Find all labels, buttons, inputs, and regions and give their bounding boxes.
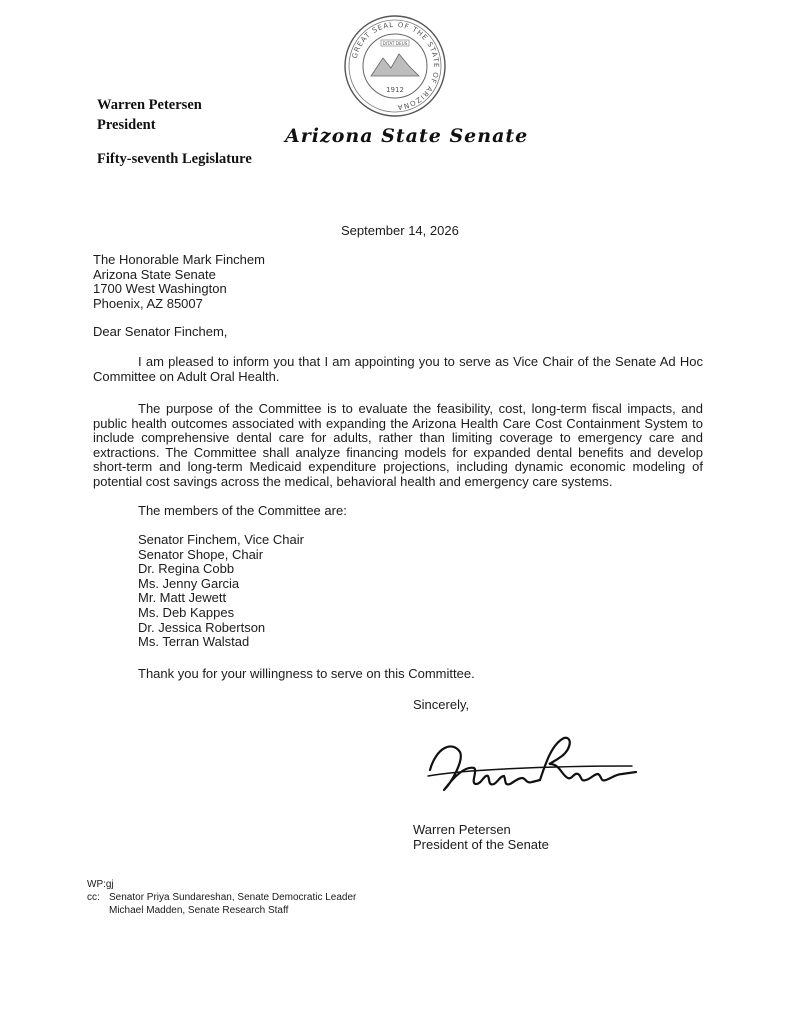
letter-date: September 14, 2026 xyxy=(341,223,459,238)
paragraph-text: The purpose of the Committee is to evaluate the feasibility, cost, long-term fiscal impacts, and public health outcomes associated with expanding the Arizona Health Care Cost Containment System to include comprehensive dental care for adults, rather than limiting coverage to emergency care and extractions. The Committee shall analyze financing models for expanded dental benefits and develop short-term and long-term Medicaid expenditure projections, including dynamic economic modeling of potential cost savings across the medical, behavioral health and emergency care systems. xyxy=(93,401,703,489)
members-intro: The members of the Committee are: xyxy=(138,503,347,518)
paragraph-appointment xyxy=(93,355,703,384)
state-seal xyxy=(343,14,447,118)
sender-name: Warren Petersen xyxy=(97,97,202,113)
legislature-label: Fifty-seventh Legislature xyxy=(97,151,252,167)
recipient-line: 1700 West Washington xyxy=(93,281,227,297)
member-item: Ms. Deb Kappes xyxy=(138,604,235,620)
member-item: Dr. Regina Cobb xyxy=(138,561,235,577)
cc-recipient: Senator Priya Sundareshan, Senate Democratic Leader xyxy=(109,892,357,903)
member-item: Dr. Jessica Robertson xyxy=(138,619,266,635)
closing: Sincerely, xyxy=(413,697,470,712)
member-item: Ms. Jenny Garcia xyxy=(138,575,240,591)
signer-title: President of the Senate xyxy=(413,836,549,852)
signature-block xyxy=(413,823,549,852)
svg-text:GREAT SEAL OF THE STATE OF ARI: GREAT SEAL OF THE STATE OF ARIZONA xyxy=(350,20,441,112)
svg-text:DITAT DEUS: DITAT DEUS xyxy=(382,41,408,46)
member-item: Senator Shope, Chair xyxy=(138,546,264,562)
recipient-line: Phoenix, AZ 85007 xyxy=(93,295,203,311)
paragraph-text: I am pleased to inform you that I am appointing you to serve as Vice Chair of the Senate Ad Hoc Committee on Adult Oral Health. xyxy=(93,354,703,384)
recipient-address xyxy=(93,253,265,311)
salutation: Dear Senator Finchem, xyxy=(93,324,228,339)
members-list xyxy=(138,533,304,650)
senate-title: Arizona State Senate xyxy=(285,125,529,147)
sender-title: President xyxy=(97,117,156,133)
member-item: Senator Finchem, Vice Chair xyxy=(138,532,304,547)
footer-initials: WP:gj xyxy=(87,879,114,890)
cc-label: cc: xyxy=(87,892,100,903)
recipient-line: Arizona State Senate xyxy=(93,266,216,282)
signer-name: Warren Petersen xyxy=(413,822,511,837)
cc-recipient: Michael Madden, Senate Research Staff xyxy=(109,905,289,916)
member-item: Ms. Terran Walstad xyxy=(138,634,250,650)
thanks-line: Thank you for your willingness to serve on this Committee. xyxy=(138,666,475,681)
svg-text:1912: 1912 xyxy=(386,86,404,94)
handwritten-signature xyxy=(422,730,642,810)
member-item: Mr. Matt Jewett xyxy=(138,590,227,606)
paragraph-purpose xyxy=(93,402,703,490)
recipient-line: The Honorable Mark Finchem xyxy=(93,252,265,267)
